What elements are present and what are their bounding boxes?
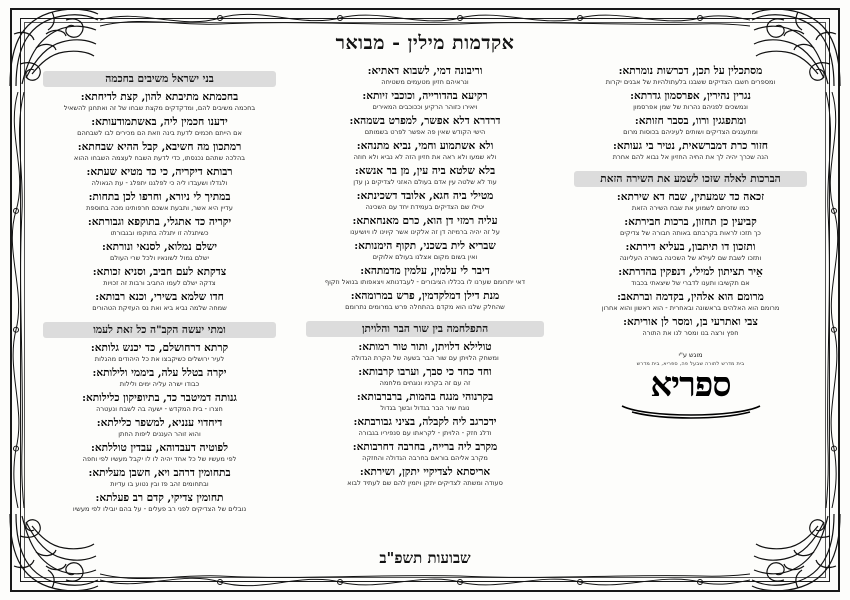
verse-lemma: צדקתא לעם חביב, וסניא זכותא: xyxy=(92,266,227,279)
verse-entry xyxy=(298,366,553,388)
verse-entry xyxy=(298,165,553,187)
verse-lemma: מקרב ליה ברייה, בחרבה דחרבותא: xyxy=(352,441,498,454)
verse-gloss: כשיתגלה זו יתגלה בתוקפו ובגבורתו xyxy=(110,229,209,238)
verse-entry xyxy=(34,442,285,464)
document-footer: שבועות תשפ"ב xyxy=(379,549,471,567)
verse-entry xyxy=(298,140,553,162)
verse-lemma: דיבר לי עלמין, עלמין מדמתהא: xyxy=(360,265,490,278)
verse-lemma: יקרה בטלל עלה, ביממי ולילותא: xyxy=(92,367,227,380)
verse-lemma: ישלם נמלוא, לסנאי ונורתא: xyxy=(101,241,217,254)
verse-gloss: ונראיהם חזיון מטעמים משטיחה xyxy=(381,78,469,87)
verse-gloss: שמחה שלמה נביא ביא ואת נס העזיקת הטהורים xyxy=(92,304,227,313)
verse-gloss: אם הייתם חכמים לדעת בינה וזאת הם מכירים לבו לשבחהם xyxy=(77,129,242,138)
verse-gloss: עדיין היא אשר, ותבעת אשכם חרפותינו מכה בתוספת xyxy=(86,204,233,213)
verse-lemma: בלא שלטא ביה עין, מן בר אנשא: xyxy=(354,165,496,178)
verse-lemma: ולא אשתמוע וחמי, נביא מתנהא: xyxy=(356,140,494,153)
verse-lemma: זכאה כד שמעתין, שבח דא שירתא: xyxy=(616,191,765,204)
verse-entry xyxy=(298,416,553,438)
verse-entry xyxy=(34,392,285,414)
page-title: אקדמות מילין - מבואר xyxy=(335,32,515,54)
verse-lemma: גנותה דמיטבר כד, בתיופיקון כלילותא: xyxy=(82,392,237,405)
verse-entry xyxy=(34,467,285,489)
verse-lemma: וריבונה דמי, לשבוא דאתיא: xyxy=(367,65,483,77)
verse-gloss: ומתענגים הצדיקים ושותים לעיניהם בכוסות מרום xyxy=(623,128,758,137)
verse-lemma: בקרנוהי מנגח בהמות, ברברבותא: xyxy=(356,391,494,404)
verse-entry xyxy=(565,65,816,87)
verse-gloss: ויאירו כזוהר הרקיע וככוכבים המאירים xyxy=(372,103,478,112)
verse-entry xyxy=(565,266,816,288)
verse-entry xyxy=(298,441,553,463)
verse-gloss: שהחלק שלנו הוא מקדם בהתחלה פרש במרומים נתרומם xyxy=(345,303,505,312)
verse-lemma: צבי ואתרעי בן, ומסר לן אוריתא: xyxy=(623,316,758,329)
logo-wordmark: ספריא xyxy=(650,365,731,406)
verse-entry xyxy=(298,65,553,87)
verse-entry xyxy=(34,291,285,313)
verse-entry xyxy=(565,291,816,313)
verse-gloss: ותזכו לשבת שם לעילא של השכינה בשורה העליונה xyxy=(619,254,762,263)
verse-gloss: צדקה ישלם לעמו החביב ורבות זה זכויות xyxy=(103,279,216,288)
verse-lemma: מטילי ביה חגא, אלובד דשכינתא: xyxy=(356,190,494,203)
verse-lemma: במתיך לי ניורא, וחרפו לכן בתחות: xyxy=(88,191,231,204)
verse-entry xyxy=(34,417,285,439)
verse-lemma: רבותא דיקריה, כי כד מטיא שעתא: xyxy=(86,166,233,179)
verse-entry xyxy=(298,240,553,262)
verse-entry xyxy=(34,116,285,138)
verse-gloss: מקרב אליהם בוראם בחרבה הגדולה והחזקה xyxy=(362,454,488,463)
document-content xyxy=(34,30,816,570)
verse-entry xyxy=(565,241,816,263)
verse-lemma: עליה רמזי דן הוא, כרם מאנחאתא: xyxy=(352,215,498,228)
verse-gloss: הנה שכרך יהיה לך את החיה החזיון אל נבוא להם אחרת xyxy=(612,153,769,162)
verse-gloss: על זה יהיה ברמיזה דן זה אלקינו אשר קיוינו לו ויושיענו xyxy=(350,228,500,237)
verse-entry xyxy=(565,216,816,238)
verse-entry xyxy=(34,492,285,514)
verse-lemma: אריסתא לצדיקיי יתקן, ושירתא: xyxy=(359,466,491,479)
verse-gloss: לעיר ירושלים כשיקבצו את כל היהודים מהגלות xyxy=(94,355,225,364)
verse-lemma: יקריה כד אתגלי, בתוקפא וגבורתא: xyxy=(87,216,232,229)
verse-entry xyxy=(298,391,553,413)
verse-lemma: מנת דילן דמלקדמין, פרש במרומהא: xyxy=(350,290,500,303)
verse-entry xyxy=(565,90,816,112)
verse-gloss: ומספרים חשבו הצדיקים ששבנו בלעתולהיות של אבנים יקרות xyxy=(605,78,776,87)
verse-entry xyxy=(298,215,553,237)
verse-lemma: אֵיר תציתון למילי, דנפקין בהדרתא: xyxy=(618,266,763,279)
verse-gloss: ובתחומים זהב פז ובין נטוע בו עדיות xyxy=(110,480,209,489)
section-heading: בני ישראל משיבים בחכמה xyxy=(43,71,277,87)
verse-lemma: בחכמתא מתיבתא להון, קצת לדיחתא: xyxy=(80,91,239,103)
verse-gloss: ומשחק הלויתן עם שור הבר בשעה של הקרת הגדולה xyxy=(351,354,499,363)
verse-lemma: וחד כחד כי סבך, וערבו קרבותא: xyxy=(358,366,492,379)
logo-microcopy: בית מדרש לתורה שבעל פה, ספריא, בית מדרש xyxy=(636,361,745,368)
verse-gloss: והוא זוהר העננים ליפות החתן xyxy=(118,430,201,439)
text-columns xyxy=(34,65,816,543)
verse-entry xyxy=(298,115,553,137)
verse-gloss: בחכמה משיבים להם, ומדקדקים מקצת שבחו של זה ואתחנן להשאיל xyxy=(63,104,256,113)
verse-lemma: חזור כרת דמברשאית, נטיר בי געותא: xyxy=(612,140,769,153)
verse-entry xyxy=(34,241,285,263)
right-column xyxy=(565,65,816,543)
verse-gloss: כבודו ישרה עליה ימים ולילות xyxy=(119,380,200,389)
verse-gloss: ואין בשום מקום אצלנו בעולם אלוקים xyxy=(372,253,478,262)
verse-lemma: טולילא דלויתן, ותור טור רמותא: xyxy=(358,341,492,354)
verse-gloss: יטילו שם הצדיקים בעמידת יחד עם השכינה xyxy=(365,203,485,212)
verse-gloss: ולא שמעו ולא ראה את חזיון הזה לא נביא ולא חוזה xyxy=(353,153,497,162)
verse-entry xyxy=(298,190,553,212)
verse-lemma: מסתכלין על תכן, דכרשות נומרתא: xyxy=(618,65,763,77)
verse-entry xyxy=(34,141,285,163)
verse-lemma: קביעין כן תחזון, ברכות חבירתא: xyxy=(624,216,757,229)
verse-lemma: דיחדוי ענניא, למשפר כלילתא: xyxy=(96,417,223,430)
verse-gloss: חצרו - בית המקדש - ישעה בה לשבח ונעטרה xyxy=(96,405,223,414)
verse-lemma: רמתכון מה חשיבא, קבל ההיא שבחתא: xyxy=(77,141,242,154)
middle-column xyxy=(298,65,553,543)
verse-lemma: בתחומין דרהב ויא, חשבן מעליתא: xyxy=(88,467,231,480)
verse-entry xyxy=(565,191,816,213)
verse-gloss: ולגדלו ושעבדו ליה כי לפלגנו יתפלג - עת הגאולה xyxy=(91,179,228,188)
verse-entry xyxy=(298,90,553,112)
verse-lemma: נגרין נהירין, אפרסמון גדרתא: xyxy=(630,90,751,103)
verse-lemma: לפוטיה דעבדוהא, עבדין טוללתא: xyxy=(91,442,228,455)
left-column xyxy=(34,65,285,543)
verse-entry xyxy=(565,316,816,338)
verse-gloss: מרומם הוא האלהים בראשונה ובאחרית - הוא ראשון והוא אחרון xyxy=(601,304,780,313)
publisher-logo[interactable] xyxy=(565,351,816,420)
verse-entry xyxy=(34,216,285,238)
verse-lemma: ומתפגגין ורוו, בסבר חזותא: xyxy=(634,115,747,128)
verse-gloss: הישי הקודש שאין פה אפשר לפרט בשמותם xyxy=(364,128,486,137)
verse-gloss: נובלים של הצדיקים לפני רב פעלים - על בהם יובילו לפי מעשיו xyxy=(72,505,247,514)
verse-gloss: עוד לא שלטה עין אדם בעולם האזני לצדיקים גן עדן xyxy=(353,178,497,187)
verse-lemma: ידענו חכמין ליה, באשתמודעותא: xyxy=(91,116,228,129)
verse-gloss: נוגח שור הבר בגדול ובשך בגדול xyxy=(380,404,470,413)
verse-lemma: קרתא דרחושלם, כד יכנש גלותא: xyxy=(90,342,229,355)
verse-gloss: חפץ ורצה בנו ומסר לנו את התורה xyxy=(642,329,739,338)
verse-lemma: דרדרא דלא אפשר, למפרט בשמהא: xyxy=(349,115,501,128)
verse-gloss: ודלג חזק - הלויתן - לקראתו עם סנפיריו בגבורה xyxy=(358,429,492,438)
verse-gloss: ונמשכים לפניהם נהרות של שמן אפרסמון xyxy=(633,103,748,112)
verse-entry xyxy=(298,341,553,363)
verse-entry xyxy=(565,140,816,162)
verse-entry xyxy=(34,166,285,188)
verse-entry xyxy=(34,342,285,364)
verse-entry xyxy=(34,367,285,389)
verse-gloss: סעודה ומשתה לצדיקים יתקן ויזמין להם שם לעתיד לבוא xyxy=(347,479,503,488)
verse-entry xyxy=(34,91,285,113)
verse-gloss: לפי מעשיו של כל אחד יהיה לו לו יקבל מעשיו לפי וחפה xyxy=(82,455,237,464)
verse-lemma: חדו שלמא בשירי, וכנא רבותא: xyxy=(95,291,224,304)
verse-gloss: ישלם גמול לשונאיו ולכל שרי העולם xyxy=(109,254,210,263)
verse-gloss: זה עם זה בקרניו ונוגחים מלחמה xyxy=(379,379,471,388)
verse-lemma: מרומם הוא אלהין, בקדמה וברתאב: xyxy=(617,291,764,304)
verse-gloss: כמו שזכיתם לשמוע את שבח השירה הזאת xyxy=(631,204,750,213)
logo-credit-label: מוגש ע"י xyxy=(678,351,703,360)
verse-gloss: כך תזכו לראות בקרבתם באותה חבורה של צדיקים xyxy=(620,229,761,238)
verse-lemma: ידכרגב ליה לקבלה, בציני גבורבתא: xyxy=(353,416,497,429)
verse-entry xyxy=(298,265,553,287)
verse-entry xyxy=(298,466,553,488)
verse-entry xyxy=(34,191,285,213)
section-heading: הברכות לאלה שזכו לשמע את השירה הזאת xyxy=(574,171,808,187)
section-heading: ומתי יעשה הקב"ה כל זאת לעמו xyxy=(43,322,277,338)
verse-gloss: אם תקשיבו ותענו לדברי של שיצאתי בכבוד xyxy=(631,279,750,288)
verse-entry xyxy=(298,290,553,312)
verse-lemma: רקיעא בהדורייה, וכוכבי זיותא: xyxy=(362,90,488,103)
section-heading: התפלחמה בין שור הבר והלויתן xyxy=(306,321,544,337)
verse-entry xyxy=(565,115,816,137)
verse-entry xyxy=(34,266,285,288)
verse-gloss: דאי יתרומם שערנו לו בכללו הציבורים - לעבדנותא ויצאפותו בנואל וזקוף xyxy=(324,278,526,287)
verse-gloss: בהלכה שתהם נכנסתו, כדי לדעת השבח לעצמה השבחו ההוא xyxy=(73,154,246,163)
verse-lemma: ותזכון דו תיתבון, בעליא דירתא: xyxy=(625,241,756,254)
verse-lemma: תחומין צדיקי, קדם רב פעלתא: xyxy=(95,492,224,505)
verse-lemma: שבריא לית בשכני, תקוף הימנותא: xyxy=(354,240,496,253)
